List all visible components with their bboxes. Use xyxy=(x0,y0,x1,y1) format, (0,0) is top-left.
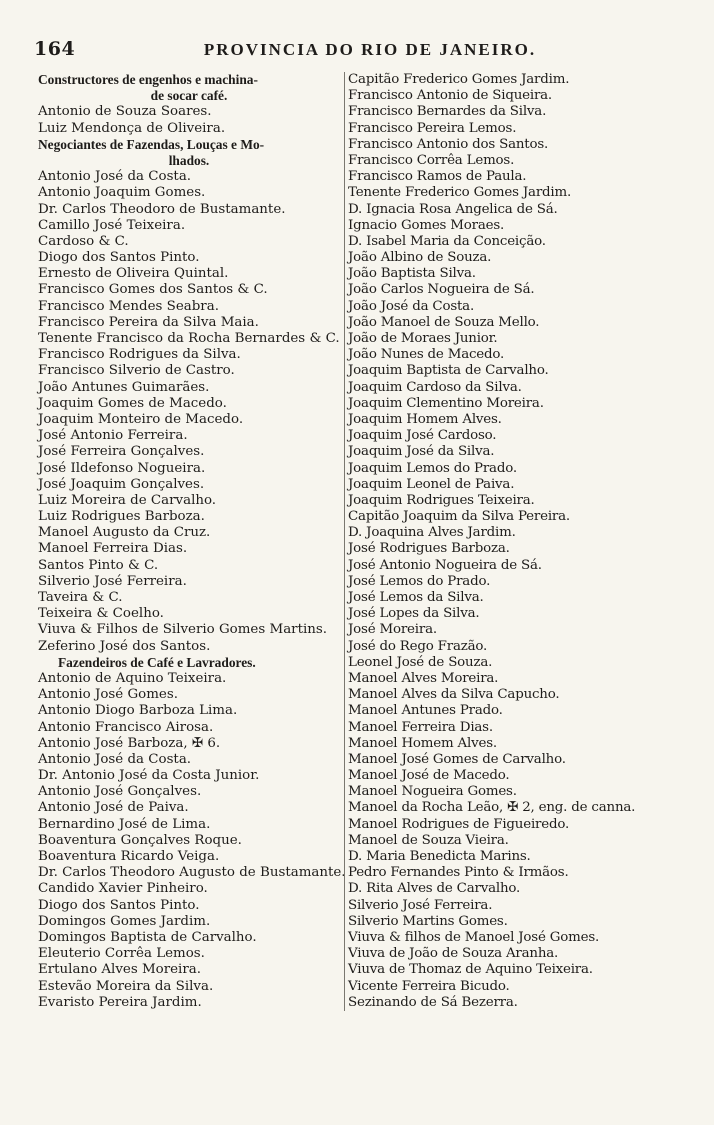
list-item: Viuva & filhos de Manoel José Gomes. xyxy=(348,929,600,945)
list-item: Manoel Alves Moreira. xyxy=(348,670,499,686)
section-heading: Constructores de engenhos e machina- xyxy=(38,72,258,87)
list-item: Zeferino José dos Santos. xyxy=(38,638,211,654)
list-item: José do Rego Frazão. xyxy=(348,638,488,654)
list-item: Joaquim Baptista de Carvalho. xyxy=(348,363,549,379)
list-item: Manoel Nogueira Gomes. xyxy=(348,784,517,800)
list-item: Dr. Carlos Theodoro Augusto de Bustamante. xyxy=(38,865,346,881)
list-item: Antonio Joaquim Gomes. xyxy=(38,185,206,201)
list-item: Boaventura Ricardo Veiga. xyxy=(38,849,220,864)
list-item: Manoel Alves da Silva Capucho. xyxy=(348,687,560,703)
list-item: Joaquim José Cardoso. xyxy=(348,428,497,444)
list-item: Manoel da Rocha Leão, ✠ 2, eng. de canna. xyxy=(348,800,636,816)
list-item: Viuva de João de Souza Aranha. xyxy=(348,946,559,962)
list-item: João Manoel de Souza Mello. xyxy=(348,314,540,330)
list-item: Antonio de Souza Soares. xyxy=(38,104,212,120)
list-item: Viuva & Filhos de Silverio Gomes Martins. xyxy=(38,622,327,638)
list-item: Leonel José de Souza. xyxy=(348,654,493,670)
section-heading: Negociantes de Fazendas, Louças e Mo- xyxy=(38,136,265,152)
list-item: Capitão Joaquim da Silva Pereira. xyxy=(348,509,570,525)
list-item: Manoel José Gomes de Carvalho. xyxy=(348,751,566,767)
list-item: D. Ignacia Rosa Angelica de Sá. xyxy=(348,201,558,217)
list-item: Tenente Francisco da Rocha Bernardes & C. xyxy=(38,331,340,346)
list-item: Antonio Diogo Barboza Lima. xyxy=(38,703,238,719)
list-item: José Moreira. xyxy=(348,622,437,638)
list-item: Estevão Moreira da Silva. xyxy=(38,978,214,994)
list-item: Luiz Mendonça de Oliveira. xyxy=(38,120,226,136)
list-item: Manoel Rodrigues de Figueiredo. xyxy=(348,816,570,832)
list-item: Capitão Frederico Gomes Jardim. xyxy=(348,72,570,87)
list-item: João Albino de Souza. xyxy=(348,250,492,266)
list-item: Diogo dos Santos Pinto. xyxy=(38,250,200,266)
list-item: Manoel Ferreira Dias. xyxy=(38,541,188,557)
list-item: Antonio Francisco Airosa. xyxy=(38,719,214,735)
list-item: Dr. Antonio José da Costa Junior. xyxy=(38,768,260,784)
list-item: Ernesto de Oliveira Quintal. xyxy=(38,266,229,282)
section-heading: lhados. xyxy=(168,152,210,168)
list-item: Silverio Martins Gomes. xyxy=(348,913,508,929)
list-item: João Nunes de Macedo. xyxy=(348,347,505,363)
list-item: Bernardino José de Lima. xyxy=(38,816,211,832)
list-item: João Baptista Silva. xyxy=(348,266,476,282)
list-item: Luiz Rodrigues Barboza. xyxy=(38,509,205,525)
right-column xyxy=(344,72,688,1011)
list-item: Joaquim Leonel de Paiva. xyxy=(348,476,515,492)
list-item: Joaquim Gomes de Macedo. xyxy=(38,395,227,411)
list-item: Antonio de Aquino Teixeira. xyxy=(38,670,227,686)
list-item: Joaquim José da Silva. xyxy=(348,444,495,460)
list-item: Francisco Ramos de Paula. xyxy=(348,169,527,185)
list-item: Teixeira & Coelho. xyxy=(38,606,164,622)
list-item: Silverio José Ferreira. xyxy=(348,897,493,913)
list-item: Joaquim Clementino Moreira. xyxy=(348,395,544,411)
left-column xyxy=(38,72,346,1011)
list-item: D. Rita Alves de Carvalho. xyxy=(348,881,521,897)
list-item: João Carlos Nogueira de Sá. xyxy=(348,282,535,298)
list-item: Boaventura Gonçalves Roque. xyxy=(38,832,242,848)
list-item: Luiz Moreira de Carvalho. xyxy=(38,492,217,508)
list-item: Ertulano Alves Moreira. xyxy=(38,962,201,978)
list-item: José Lemos da Silva. xyxy=(348,590,484,605)
list-item: Diogo dos Santos Pinto. xyxy=(38,897,200,913)
list-item: Dr. Carlos Theodoro de Bustamante. xyxy=(38,201,286,217)
list-item: José Antonio Ferreira. xyxy=(38,428,188,444)
list-item: Cardoso & C. xyxy=(38,233,129,249)
list-item: José Lemos do Prado. xyxy=(348,573,491,589)
list-item: Joaquim Homem Alves. xyxy=(348,411,502,427)
list-item: Camillo José Teixeira. xyxy=(38,217,186,233)
list-item: Francisco Rodrigues da Silva. xyxy=(38,347,241,363)
list-item: João Antunes Guimarães. xyxy=(38,379,210,395)
list-item: João de Moraes Junior. xyxy=(348,331,498,346)
list-item: Francisco Bernardes da Silva. xyxy=(348,104,547,120)
list-item: Domingos Baptista de Carvalho. xyxy=(38,929,257,945)
list-item: José Antonio Nogueira de Sá. xyxy=(348,557,542,573)
list-item: Manoel Ferreira Dias. xyxy=(348,719,493,735)
list-item: Antonio José de Paiva. xyxy=(38,800,189,816)
list-item: Francisco Pereira da Silva Maia. xyxy=(38,314,259,330)
list-item: Tenente Frederico Gomes Jardim. xyxy=(348,185,572,201)
list-item: Manoel de Souza Vieira. xyxy=(348,832,509,848)
list-item: Ignacio Gomes Moraes. xyxy=(348,217,505,233)
page-number: 164 xyxy=(34,38,76,60)
list-item: José Rodrigues Barboza. xyxy=(348,541,510,557)
list-item: José Joaquim Gonçalves. xyxy=(38,476,205,492)
list-item: Manoel José de Macedo. xyxy=(348,768,510,784)
list-item: D. Isabel Maria da Conceição. xyxy=(348,233,546,249)
list-item: Joaquim Cardoso da Silva. xyxy=(348,379,522,395)
list-item: Francisco Antonio dos Santos. xyxy=(348,136,549,152)
list-item: Francisco Antonio de Siqueira. xyxy=(348,88,552,104)
list-item: Francisco Gomes dos Santos & C. xyxy=(38,282,268,298)
section-heading: Fazendeiros de Café e Lavradores. xyxy=(58,654,256,670)
list-item: Joaquim Rodrigues Teixeira. xyxy=(348,492,535,508)
list-item: D. Joaquina Alves Jardim. xyxy=(348,525,516,541)
list-item: Francisco Pereira Lemos. xyxy=(348,120,517,136)
list-item: Santos Pinto & C. xyxy=(38,557,159,573)
list-item: Sezinando de Sá Bezerra. xyxy=(348,994,518,1010)
list-item: Antonio José da Costa. xyxy=(38,169,192,185)
list-item: Manoel Augusto da Cruz. xyxy=(38,525,211,541)
list-item: Manoel Antunes Prado. xyxy=(348,703,503,719)
list-item: Silverio José Ferreira. xyxy=(38,573,187,589)
list-item: Francisco Mendes Seabra. xyxy=(38,298,219,314)
list-item: Evaristo Pereira Jardim. xyxy=(38,994,202,1010)
list-item: Taveira & C. xyxy=(38,590,123,605)
list-item: Candido Xavier Pinheiro. xyxy=(38,881,208,897)
list-item: Francisco Silverio de Castro. xyxy=(38,363,235,379)
list-item: José Ferreira Gonçalves. xyxy=(38,444,205,460)
list-item: Antonio José Barboza, ✠ 6. xyxy=(38,735,221,751)
list-item: Viuva de Thomaz de Aquino Teixeira. xyxy=(348,962,593,978)
list-item: Antonio José Gomes. xyxy=(38,687,178,703)
list-item: João José da Costa. xyxy=(348,298,475,314)
list-item: Francisco Corrêa Lemos. xyxy=(348,152,515,168)
list-item: Antonio José Gonçalves. xyxy=(38,784,202,800)
page-title: PROVINCIA DO RIO DE JANEIRO. xyxy=(203,40,537,59)
list-item: Antonio José da Costa. xyxy=(38,751,192,767)
list-item: Domingos Gomes Jardim. xyxy=(38,913,211,929)
list-item: Manoel Homem Alves. xyxy=(348,735,497,751)
list-item: José Ildefonso Nogueira. xyxy=(38,460,206,476)
list-item: D. Maria Benedicta Marins. xyxy=(348,849,531,864)
list-item: Eleuterio Corrêa Lemos. xyxy=(38,946,205,962)
list-item: José Lopes da Silva. xyxy=(348,606,480,622)
list-item: Joaquim Lemos do Prado. xyxy=(348,460,517,476)
list-item: Joaquim Monteiro de Macedo. xyxy=(38,411,244,427)
list-item: Pedro Fernandes Pinto & Irmãos. xyxy=(348,865,569,881)
list-item: Vicente Ferreira Bicudo. xyxy=(348,978,510,994)
section-heading: de socar café. xyxy=(150,88,228,104)
